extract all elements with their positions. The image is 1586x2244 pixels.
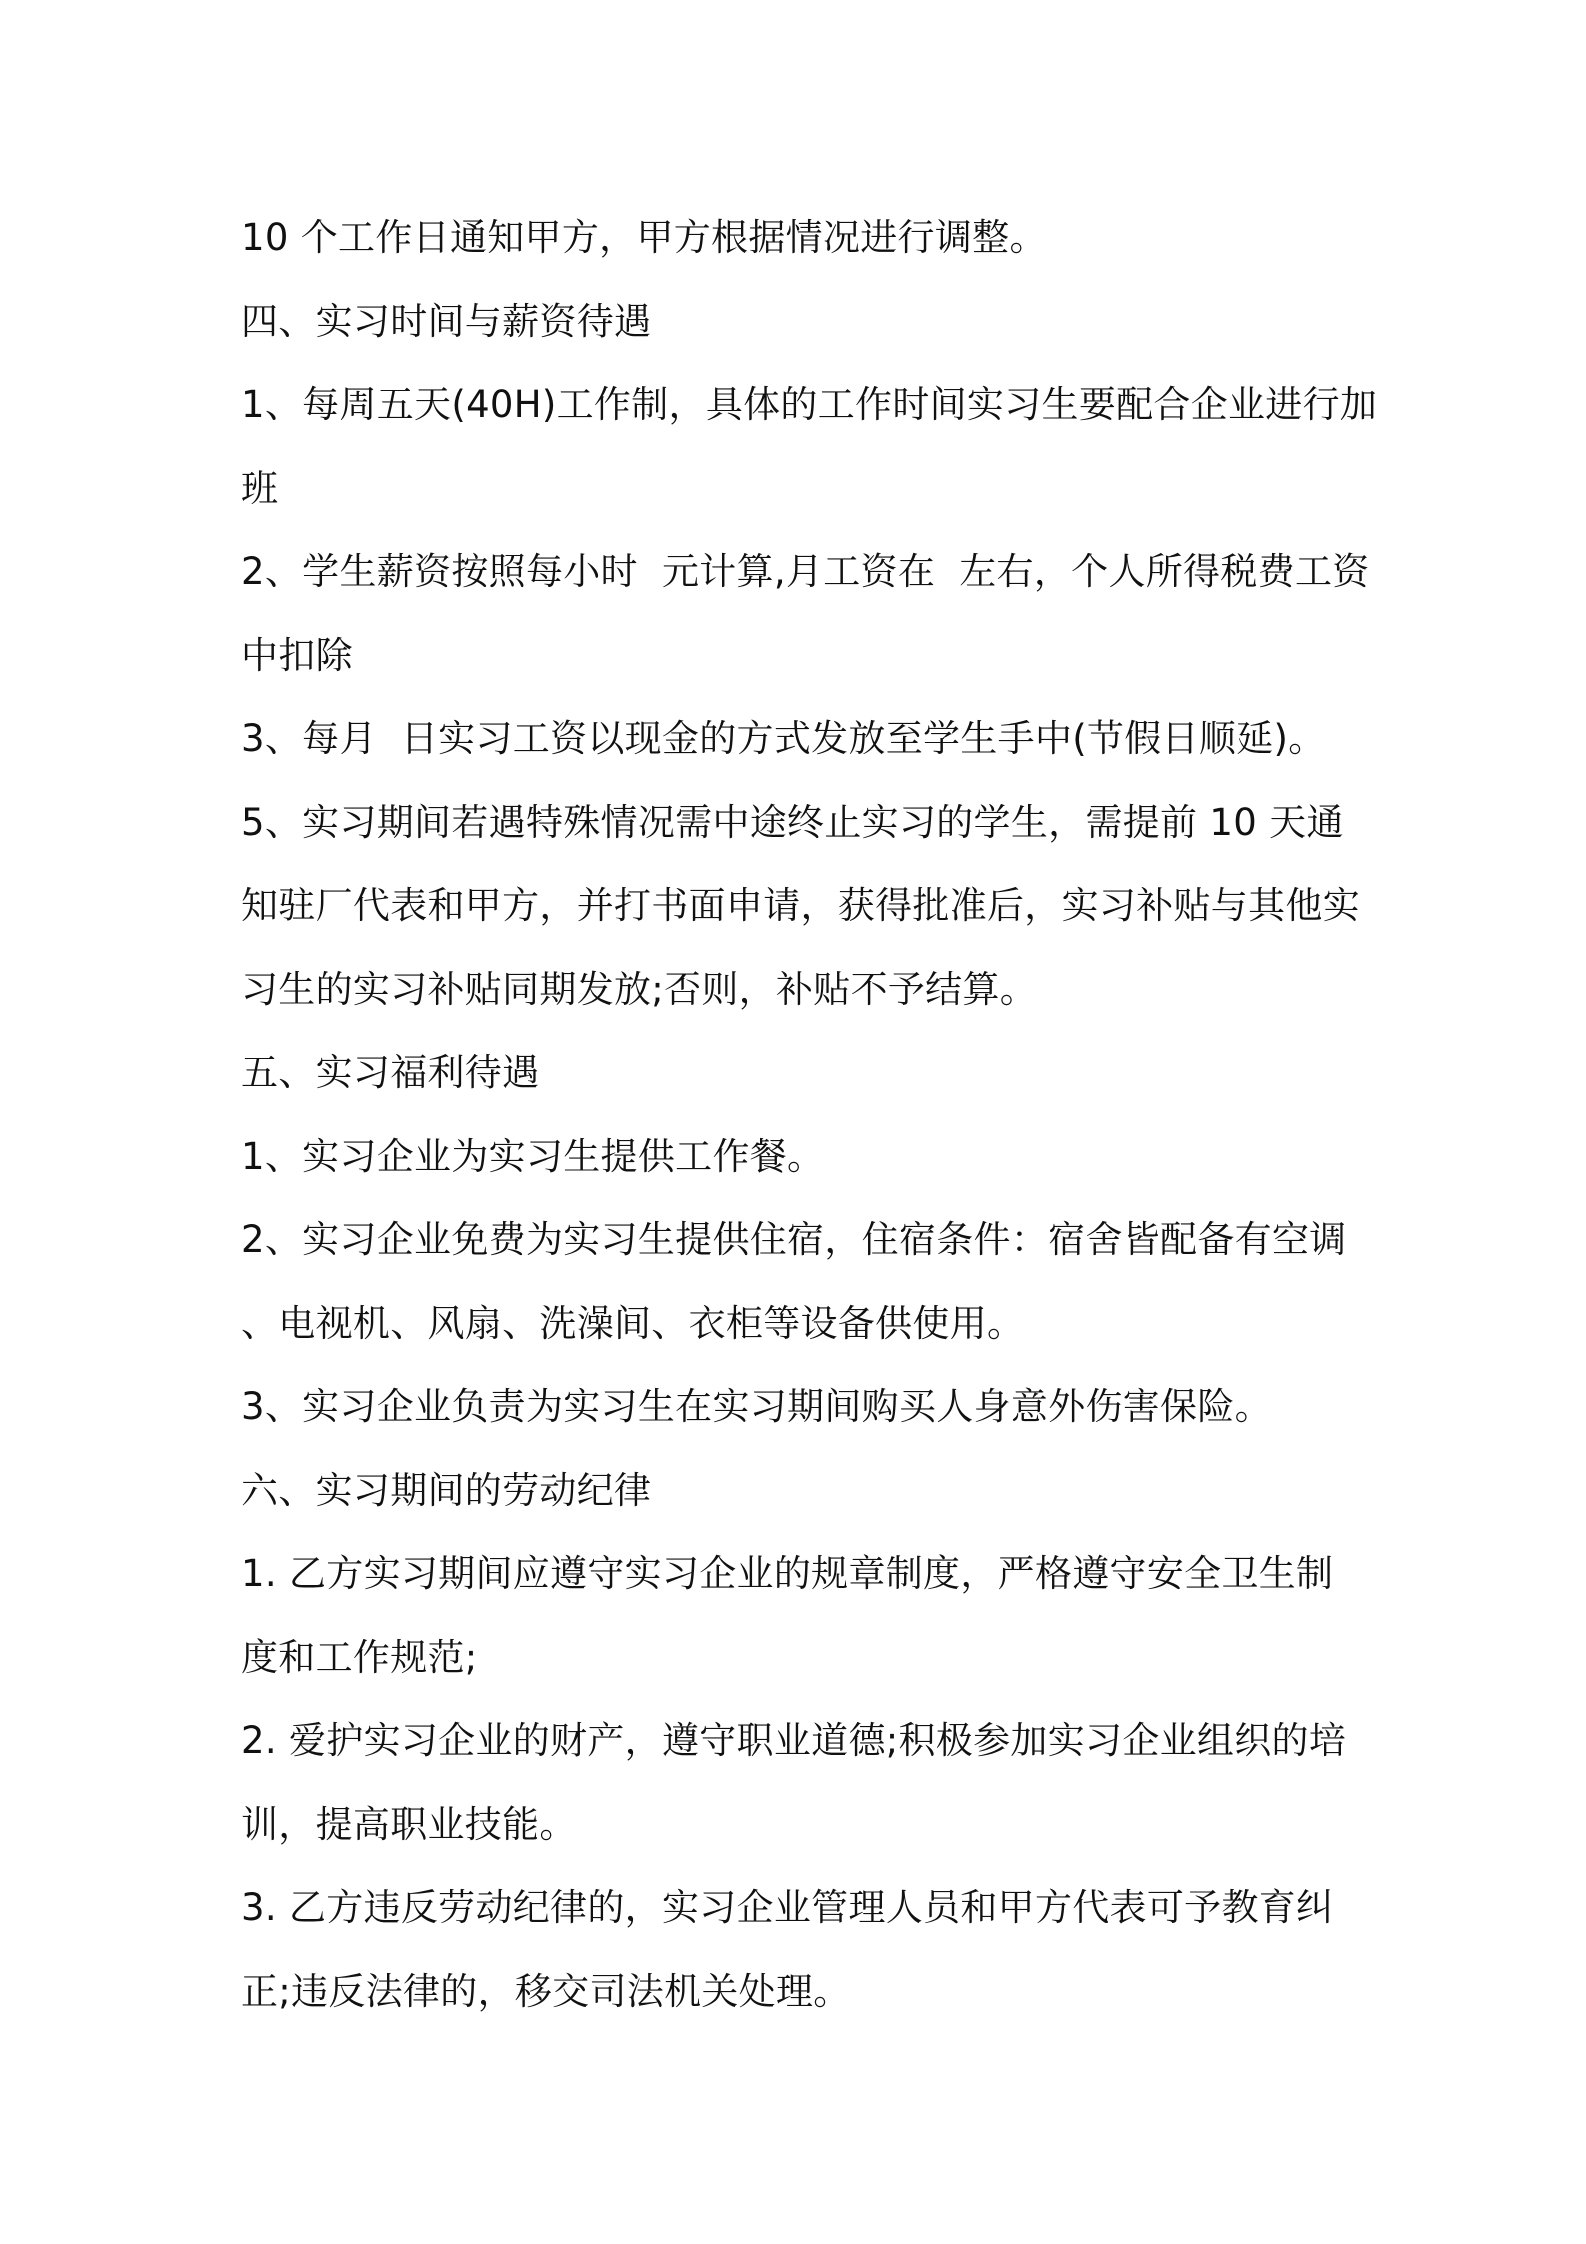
text-line: 5、实习期间若遇特殊情况需中途终止实习的学生，需提前 10 天通 xyxy=(241,800,1344,844)
text-line: 10 个工作日通知甲方，甲方根据情况进行调整。 xyxy=(241,216,1047,259)
text-line: 、电视机、风扇、洗澡间、衣柜等设备供使用。 xyxy=(241,1301,1025,1345)
text-line: 3、每月 日实习工资以现金的方式发放至学生手中(节假日顺延)。 xyxy=(241,717,1326,760)
text-line: 1、实习企业为实习生提供工作餐。 xyxy=(241,1134,825,1178)
text-line: 2. 爱护实习企业的财产，遵守职业道德;积极参加实习企业组织的培 xyxy=(241,1719,1347,1762)
text-line: 习生的实习补贴同期发放;否则，补贴不予结算。 xyxy=(241,967,1038,1011)
text-line: 班 xyxy=(241,466,279,510)
text-line: 3、实习企业负责为实习生在实习期间购买人身意外伤害保险。 xyxy=(241,1385,1272,1428)
text-line: 训，提高职业技能。 xyxy=(241,1802,577,1846)
document-body xyxy=(241,196,1378,2033)
text-line: 中扣除 xyxy=(241,633,353,677)
text-line: 1. 乙方实习期间应遵守实习企业的规章制度，严格遵守安全卫生制 xyxy=(241,1552,1334,1595)
text-line: 3. 乙方违反劳动纪律的，实习企业管理人员和甲方代表可予教育纠 xyxy=(241,1886,1334,1929)
text-line: 知驻厂代表和甲方，并打书面申请，获得批准后，实习补贴与其他实 xyxy=(241,884,1360,927)
text-line: 2、实习企业免费为实习生提供住宿，住宿条件：宿舍皆配备有空调 xyxy=(241,1218,1347,1261)
text-line: 1、每周五天(40H)工作制，具体的工作时间实习生要配合企业进行加 xyxy=(241,383,1378,426)
section-heading-4: 四、实习时间与薪资待遇 xyxy=(241,299,652,343)
text-line: 度和工作规范; xyxy=(241,1635,478,1679)
section-heading-6: 六、实习期间的劳动纪律 xyxy=(241,1468,652,1512)
section-heading-5: 五、实习福利待遇 xyxy=(241,1051,540,1094)
text-line: 正;违反法律的，移交司法机关处理。 xyxy=(241,1969,851,2013)
text-line: 2、学生薪资按照每小时 元计算,月工资在 左右，个人所得税费工资 xyxy=(241,550,1370,593)
